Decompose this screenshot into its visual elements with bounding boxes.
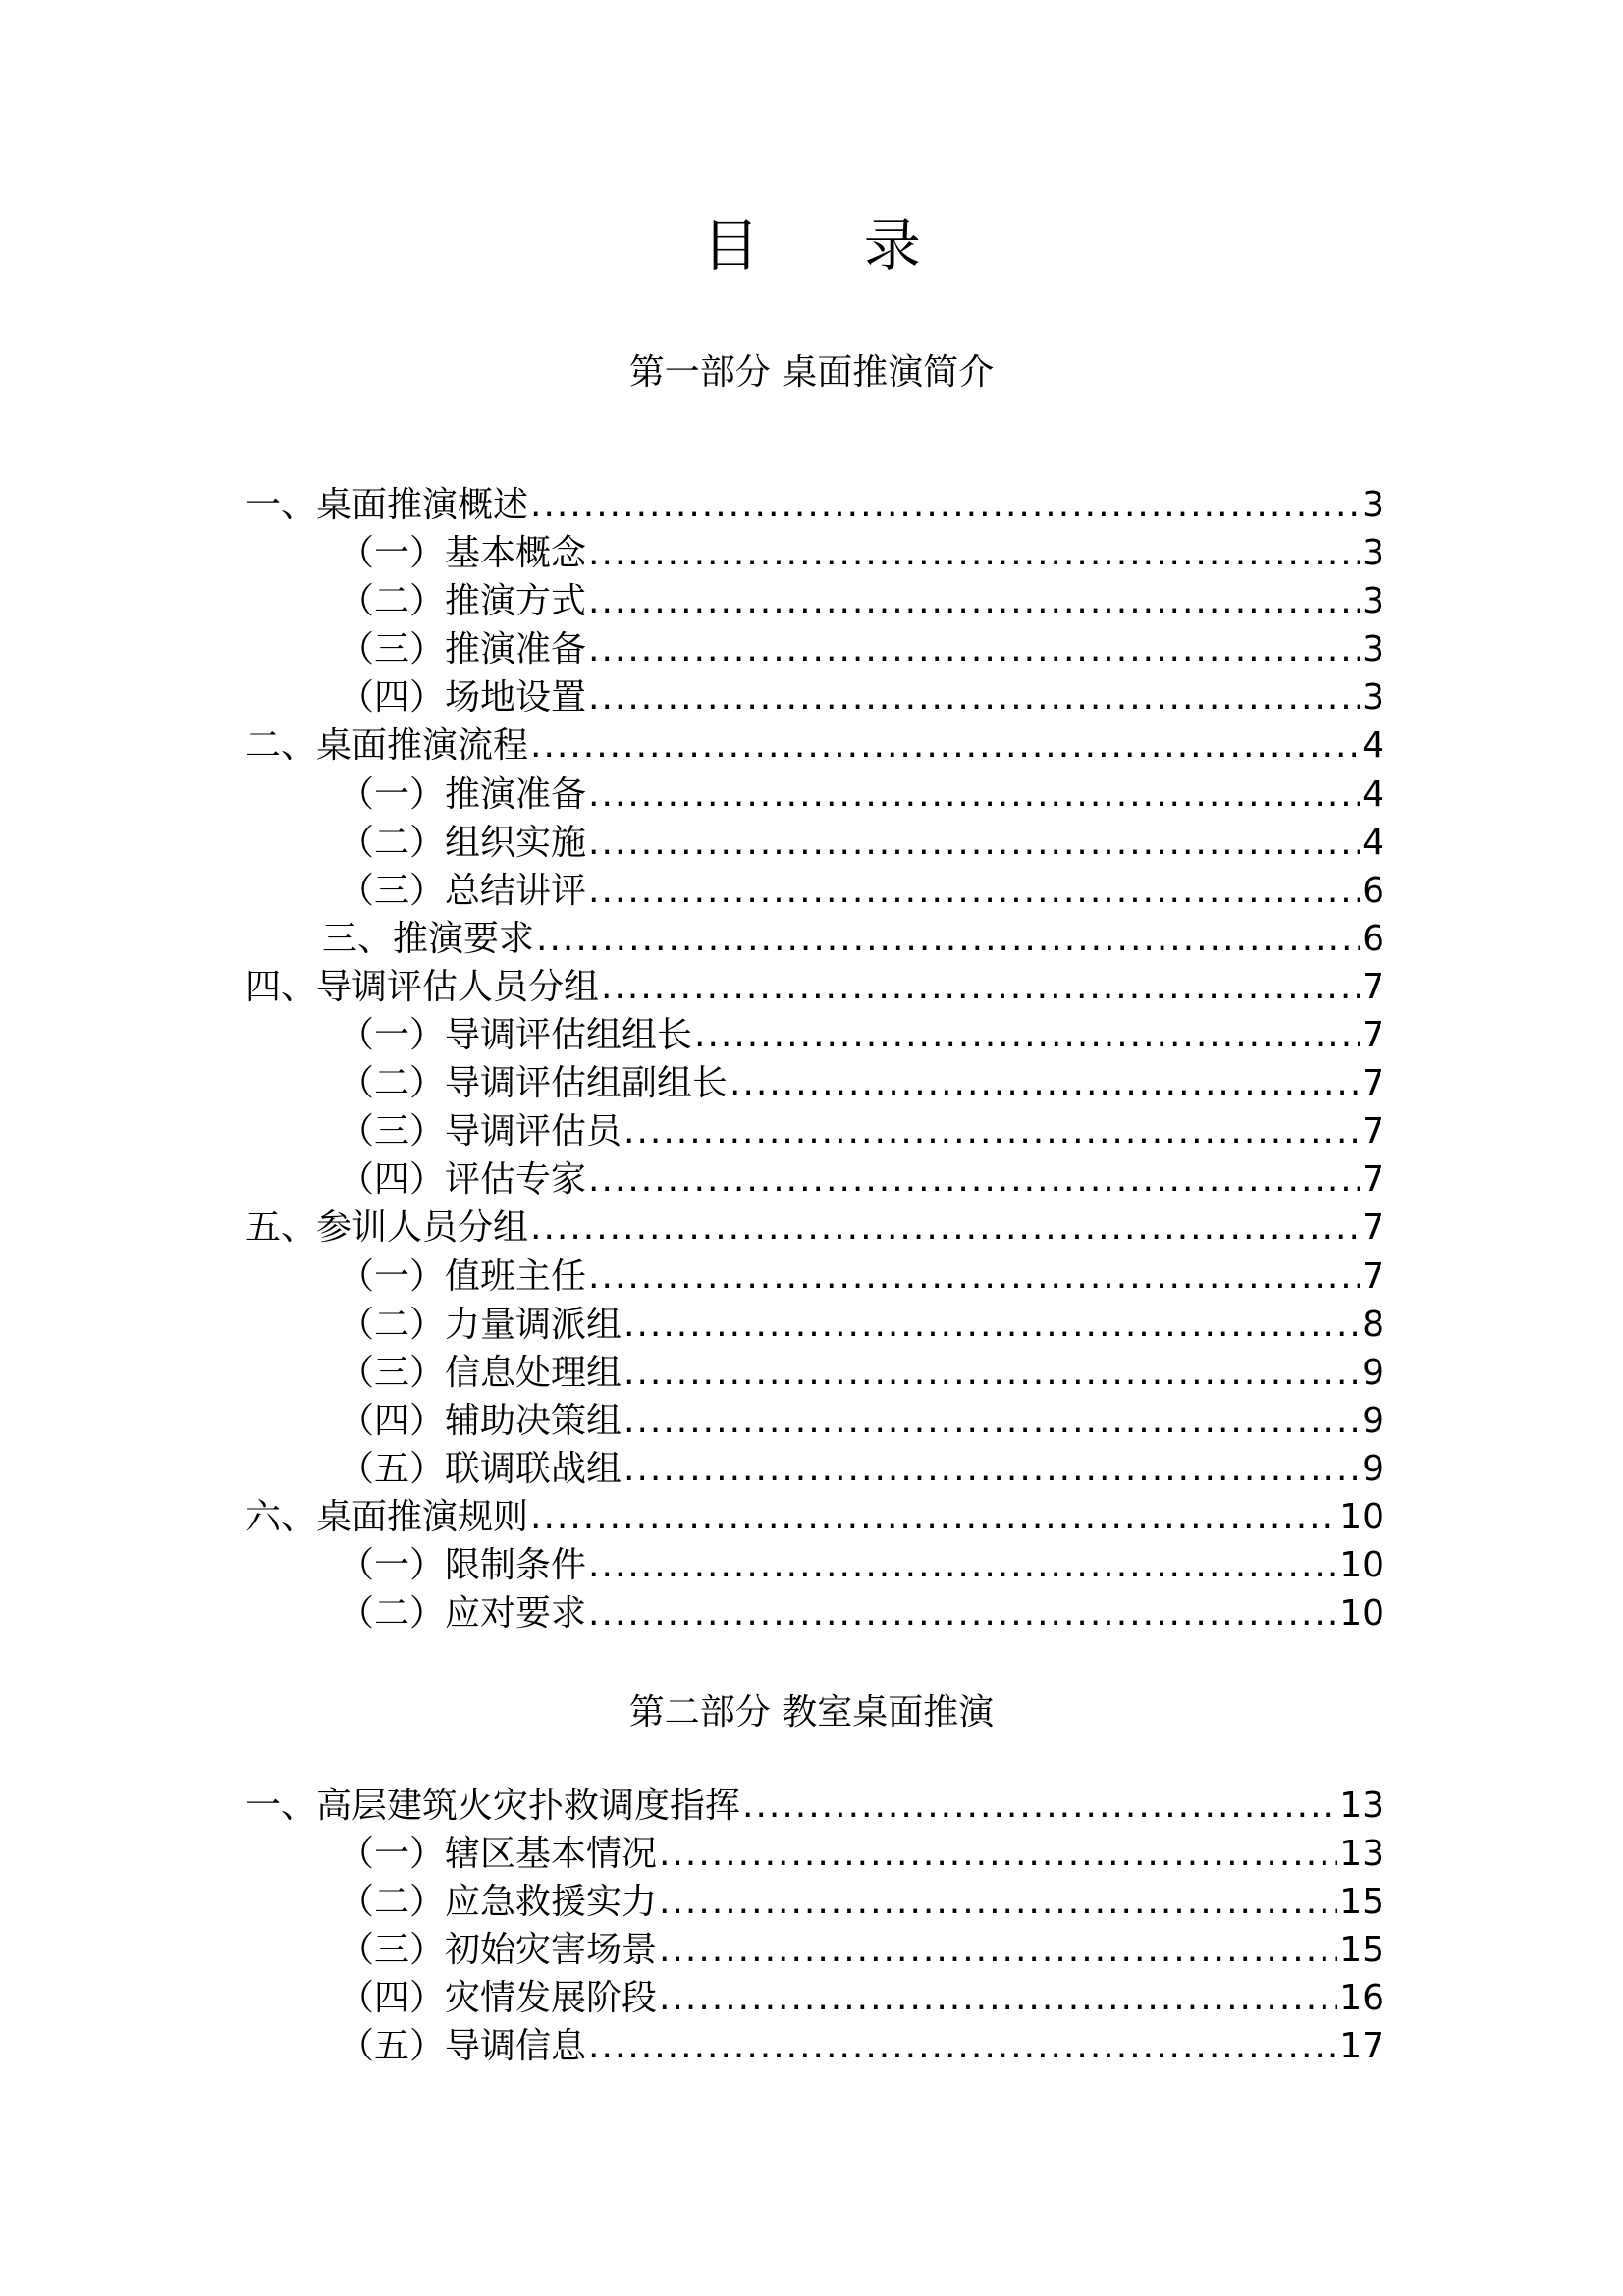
toc-entry-page-number: 7 bbox=[1362, 1255, 1384, 1297]
toc-entry-page-number: 4 bbox=[1362, 774, 1384, 815]
toc-dot-leader bbox=[588, 867, 1360, 915]
toc-entry-page-number: 15 bbox=[1339, 1882, 1384, 1923]
toc-dot-leader bbox=[536, 915, 1360, 963]
toc-entry-label: （二）推演方式 bbox=[339, 581, 587, 622]
toc-entry-page-number: 9 bbox=[1362, 1352, 1384, 1393]
toc-entry[interactable] bbox=[245, 915, 1384, 963]
toc-entry[interactable] bbox=[245, 963, 1384, 1011]
toc-entry-page-number: 17 bbox=[1339, 2026, 1384, 2067]
toc-entry-label: （五）导调信息 bbox=[339, 2026, 587, 2067]
toc-entry[interactable] bbox=[245, 2022, 1384, 2070]
toc-entry[interactable] bbox=[245, 1541, 1384, 1589]
toc-entry-label: （四）辅助决策组 bbox=[339, 1400, 622, 1441]
toc-entry[interactable] bbox=[245, 1830, 1384, 1878]
toc-dot-leader bbox=[588, 2022, 1337, 2070]
page-title: 目 录 bbox=[702, 212, 964, 279]
toc-dot-leader bbox=[623, 1397, 1360, 1445]
toc-entry[interactable] bbox=[245, 867, 1384, 915]
toc-entry[interactable] bbox=[245, 625, 1384, 673]
toc-dot-leader bbox=[588, 1541, 1337, 1589]
toc-entry-page-number: 7 bbox=[1362, 1015, 1384, 1056]
toc-entry-label: （二）应急救援实力 bbox=[339, 1882, 658, 1923]
toc-entry-page-number: 15 bbox=[1339, 1930, 1384, 1971]
toc-entry[interactable] bbox=[245, 1155, 1384, 1203]
toc-entry-page-number: 7 bbox=[1362, 1159, 1384, 1201]
toc-entry-page-number: 10 bbox=[1339, 1496, 1384, 1537]
toc-entry-label: （二）导调评估组副组长 bbox=[339, 1063, 729, 1104]
toc-entry[interactable] bbox=[245, 1253, 1384, 1301]
toc-dot-leader bbox=[601, 963, 1360, 1011]
toc-dot-leader bbox=[659, 1830, 1337, 1878]
toc-entry[interactable] bbox=[245, 721, 1384, 770]
toc-entry-page-number: 7 bbox=[1362, 1063, 1384, 1104]
toc-entry[interactable] bbox=[245, 1589, 1384, 1637]
toc-dot-leader bbox=[530, 481, 1360, 529]
toc-entry-label: （一）值班主任 bbox=[339, 1255, 587, 1297]
toc-dot-leader bbox=[623, 1445, 1360, 1493]
toc-entry-label: （一）基本概念 bbox=[339, 533, 587, 574]
toc-entry-label: （二）力量调派组 bbox=[339, 1304, 622, 1345]
toc-entry-label: （三）导调评估员 bbox=[339, 1111, 622, 1152]
toc-entry[interactable] bbox=[245, 529, 1384, 577]
toc-entry[interactable] bbox=[245, 1107, 1384, 1155]
toc-entry[interactable] bbox=[245, 673, 1384, 721]
toc-entry-label: （四）评估专家 bbox=[339, 1159, 587, 1201]
toc-entry[interactable] bbox=[245, 771, 1384, 819]
toc-entry-page-number: 3 bbox=[1362, 677, 1384, 719]
toc-entry[interactable] bbox=[245, 1059, 1384, 1107]
toc-entry[interactable] bbox=[245, 1203, 1384, 1252]
toc-entry-page-number: 7 bbox=[1362, 966, 1384, 1007]
toc-entry-page-number: 3 bbox=[1362, 581, 1384, 622]
toc-entry[interactable] bbox=[245, 1878, 1384, 1926]
toc-dot-leader bbox=[623, 1301, 1360, 1349]
toc-entry-page-number: 4 bbox=[1362, 822, 1384, 863]
toc-entry-label: 五、参训人员分组 bbox=[245, 1207, 529, 1249]
toc-entry[interactable] bbox=[245, 1397, 1384, 1445]
toc-entry[interactable] bbox=[245, 1011, 1384, 1059]
toc-dot-leader bbox=[588, 577, 1360, 625]
toc-entry[interactable] bbox=[245, 819, 1384, 867]
toc-dot-leader bbox=[694, 1011, 1360, 1059]
toc-entry-page-number: 3 bbox=[1362, 533, 1384, 574]
toc-entry-label: 三、推演要求 bbox=[322, 918, 535, 959]
toc-entry-label: （一）辖区基本情况 bbox=[339, 1834, 658, 1875]
toc-entry-page-number: 7 bbox=[1362, 1207, 1384, 1249]
toc-dot-leader bbox=[659, 1878, 1337, 1926]
toc-dot-leader bbox=[659, 1974, 1337, 2022]
toc-entry-page-number: 6 bbox=[1362, 918, 1384, 959]
toc-entry-label: （二）应对要求 bbox=[339, 1593, 587, 1634]
toc-entry-label: （一）导调评估组组长 bbox=[339, 1015, 693, 1056]
toc-entry-label: （一）推演准备 bbox=[339, 774, 587, 815]
toc-dot-leader bbox=[742, 1782, 1337, 1830]
toc-entry-label: （三）初始灾害场景 bbox=[339, 1930, 658, 1971]
toc-entry-page-number: 9 bbox=[1362, 1448, 1384, 1489]
toc-entry-label: （四）灾情发展阶段 bbox=[339, 1978, 658, 2019]
toc-dot-leader bbox=[588, 625, 1360, 673]
toc-entry-page-number: 7 bbox=[1362, 1111, 1384, 1152]
toc-entry-label: （一）限制条件 bbox=[339, 1545, 587, 1586]
toc-entry[interactable] bbox=[245, 481, 1384, 529]
toc-entry[interactable] bbox=[245, 1349, 1384, 1397]
toc-entry-page-number: 4 bbox=[1362, 725, 1384, 767]
toc-entry[interactable] bbox=[245, 1445, 1384, 1493]
toc-entry-label: （二）组织实施 bbox=[339, 822, 587, 863]
toc-dot-leader bbox=[588, 1589, 1337, 1637]
toc-dot-leader bbox=[588, 529, 1360, 577]
toc-entry[interactable] bbox=[245, 1782, 1384, 1830]
toc-dot-leader bbox=[530, 1493, 1337, 1541]
toc-dot-leader bbox=[659, 1926, 1337, 1974]
toc-entry-page-number: 16 bbox=[1339, 1978, 1384, 2019]
toc-dot-leader bbox=[588, 1253, 1360, 1301]
toc-entry-label: （三）信息处理组 bbox=[339, 1352, 622, 1393]
toc-entry[interactable] bbox=[245, 1493, 1384, 1541]
toc-entry-label: 二、桌面推演流程 bbox=[245, 725, 529, 767]
toc-dot-leader bbox=[530, 721, 1360, 770]
toc-entry[interactable] bbox=[245, 1926, 1384, 1974]
toc-dot-leader bbox=[623, 1107, 1360, 1155]
part-2-heading: 第二部分 教室桌面推演 bbox=[628, 1692, 995, 1733]
toc-entry-label: 一、桌面推演概述 bbox=[245, 485, 529, 525]
toc-entry-page-number: 9 bbox=[1362, 1400, 1384, 1441]
toc-dot-leader bbox=[623, 1349, 1360, 1397]
toc-entry-page-number: 8 bbox=[1362, 1304, 1384, 1345]
toc-entry[interactable] bbox=[245, 1301, 1384, 1349]
toc-entry-page-number: 6 bbox=[1362, 870, 1384, 911]
toc-entry-label: 四、导调评估人员分组 bbox=[245, 966, 600, 1007]
part-1-heading: 第一部分 桌面推演简介 bbox=[628, 352, 995, 393]
toc-dot-leader bbox=[530, 1203, 1360, 1252]
toc-entry-label: （五）联调联战组 bbox=[339, 1448, 622, 1489]
toc-entry-label: （三）总结讲评 bbox=[339, 870, 587, 911]
toc-dot-leader bbox=[588, 771, 1360, 819]
toc-dot-leader bbox=[588, 673, 1360, 721]
toc-entry-page-number: 3 bbox=[1362, 629, 1384, 670]
toc-entry-page-number: 13 bbox=[1339, 1834, 1384, 1875]
toc-entry[interactable] bbox=[245, 1974, 1384, 2022]
toc-entry-page-number: 10 bbox=[1339, 1545, 1384, 1586]
toc-dot-leader bbox=[588, 819, 1360, 867]
toc-list-part-2 bbox=[245, 1782, 1384, 2071]
toc-entry-label: （三）推演准备 bbox=[339, 629, 587, 670]
toc-entry-page-number: 13 bbox=[1339, 1786, 1384, 1826]
toc-list-part-1 bbox=[245, 481, 1384, 1637]
toc-entry-label: 六、桌面推演规则 bbox=[245, 1496, 529, 1537]
toc-entry-label: 一、高层建筑火灾扑救调度指挥 bbox=[245, 1786, 741, 1826]
toc-entry-page-number: 3 bbox=[1362, 485, 1384, 525]
toc-dot-leader bbox=[730, 1059, 1360, 1107]
toc-entry[interactable] bbox=[245, 577, 1384, 625]
toc-dot-leader bbox=[588, 1155, 1360, 1203]
toc-entry-page-number: 10 bbox=[1339, 1593, 1384, 1634]
toc-entry-label: （四）场地设置 bbox=[339, 677, 587, 719]
